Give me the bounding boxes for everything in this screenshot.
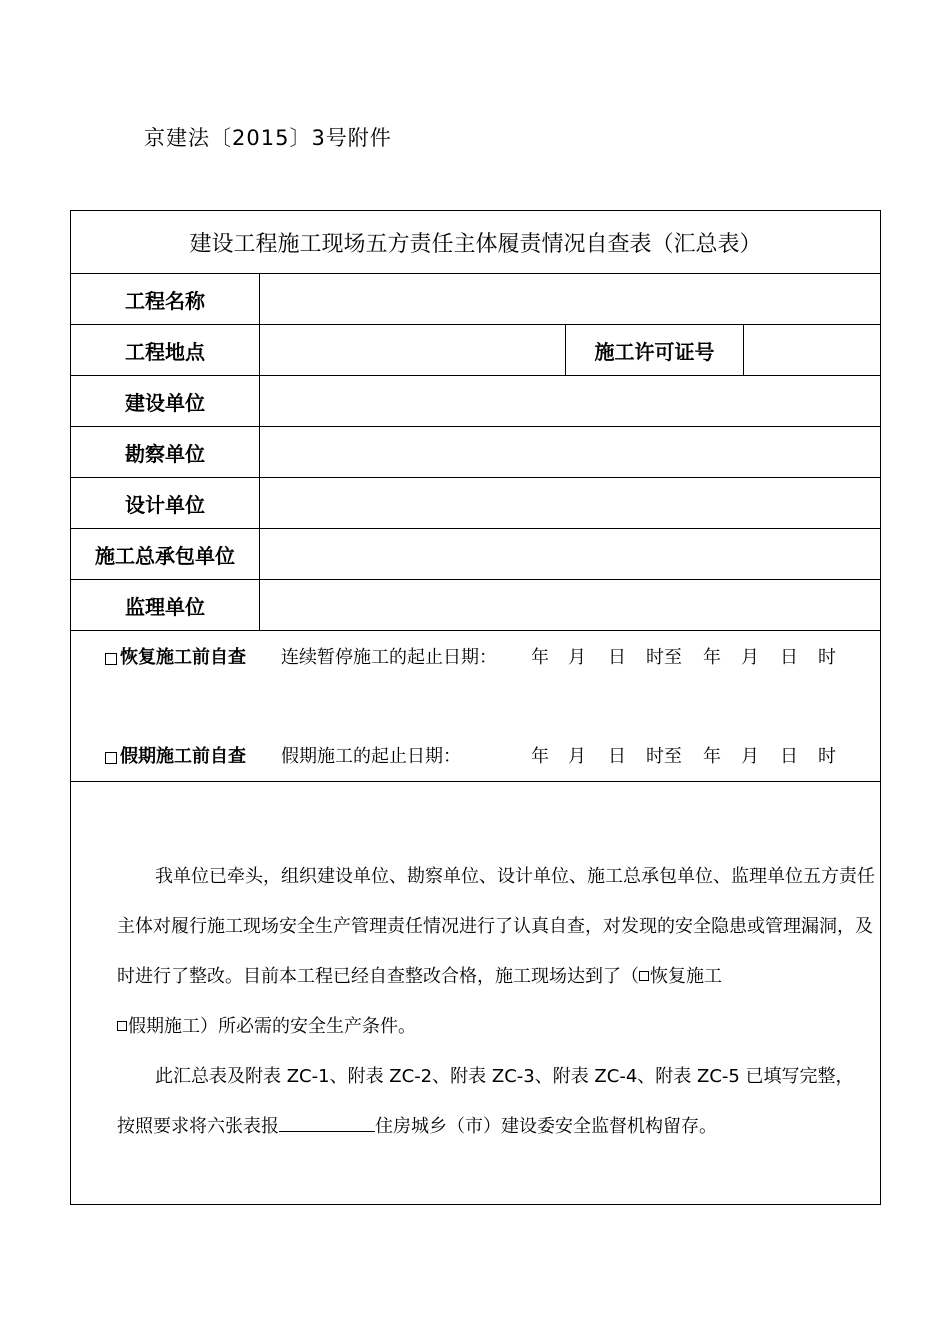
form-title: 建设工程施工现场五方责任主体履责情况自查表（汇总表） (71, 211, 881, 274)
resume-label: 恢复施工前自查 (120, 647, 246, 668)
resume-checkbox[interactable] (105, 653, 117, 665)
resume-start-day: 日 (608, 647, 626, 668)
holiday-inline-checkbox[interactable] (117, 1021, 127, 1031)
resume-end-year: 年 (703, 647, 721, 668)
declaration-paragraph-1a: 我单位已牵头，组织建设单位、勘察单位、设计单位、施工总承包单位、监理单位五方责任主体对履行施工现场安全生产管理责任情况进行了认真自查，对发现的安全隐患或管理漏洞，及时进行了整改。目前本工程已经自查整改合格，施工现场达到了（ (117, 866, 875, 987)
holiday-end-hour: 时 (818, 746, 836, 767)
inspection-period-section (71, 631, 881, 782)
resume-inline-checkbox[interactable] (639, 971, 649, 981)
resume-start-month: 月 (568, 647, 586, 668)
holiday-inspection-row (71, 735, 880, 775)
holiday-label: 假期施工前自查 (120, 746, 246, 767)
self-inspection-form (70, 210, 881, 1205)
resume-start-year: 年 (531, 647, 549, 668)
permit-number-label: 施工许可证号 (566, 325, 744, 376)
resume-end-day: 日 (780, 647, 798, 668)
general-contractor-label: 施工总承包单位 (71, 529, 260, 580)
resume-inspection-row (71, 636, 880, 676)
construction-unit-label: 建设单位 (71, 376, 260, 427)
declaration-paragraph-2: 此汇总表及附表 ZC-1、附表 ZC-2、附表 ZC-3、附表 ZC-4、附表 ZC-5 已填写完整， (155, 1066, 854, 1087)
declaration-paragraph-3b: 住房城乡（市）建设委安全监督机构留存。 (375, 1116, 717, 1137)
supervision-unit-label: 监理单位 (71, 580, 260, 631)
resume-end-month: 月 (741, 647, 759, 668)
holiday-start-hour-to: 时至 (646, 746, 682, 767)
holiday-start-month: 月 (568, 746, 586, 767)
holiday-period-text: 假期施工的起止日期： (281, 746, 461, 767)
authority-blank-field[interactable] (279, 1111, 375, 1132)
holiday-end-day: 日 (780, 746, 798, 767)
holiday-end-month: 月 (741, 746, 759, 767)
resume-end-hour: 时 (818, 647, 836, 668)
project-location-field[interactable] (260, 325, 566, 376)
declaration-paragraph-1b: 恢复施工 (650, 966, 722, 987)
holiday-checkbox[interactable] (105, 752, 117, 764)
project-name-label: 工程名称 (71, 274, 260, 325)
declaration-text (117, 852, 877, 1152)
design-unit-label: 设计单位 (71, 478, 260, 529)
holiday-end-year: 年 (703, 746, 721, 767)
construction-unit-field[interactable] (260, 376, 881, 427)
resume-period-text: 连续暂停施工的起止日期： (281, 647, 497, 668)
holiday-start-year: 年 (531, 746, 549, 767)
supervision-unit-field[interactable] (260, 580, 881, 631)
project-name-field[interactable] (260, 274, 881, 325)
design-unit-field[interactable] (260, 478, 881, 529)
holiday-start-day: 日 (608, 746, 626, 767)
document-reference: 京建法〔2015〕3号附件 (144, 126, 392, 150)
survey-unit-label: 勘察单位 (71, 427, 260, 478)
survey-unit-field[interactable] (260, 427, 881, 478)
declaration-paragraph-1c: 假期施工）所必需的安全生产条件。 (128, 1016, 416, 1037)
project-location-label: 工程地点 (71, 325, 260, 376)
resume-start-hour-to: 时至 (646, 647, 682, 668)
declaration-section (71, 782, 881, 1205)
permit-number-field[interactable] (744, 325, 881, 376)
declaration-paragraph-3a: 按照要求将六张表报 (117, 1116, 279, 1137)
general-contractor-field[interactable] (260, 529, 881, 580)
